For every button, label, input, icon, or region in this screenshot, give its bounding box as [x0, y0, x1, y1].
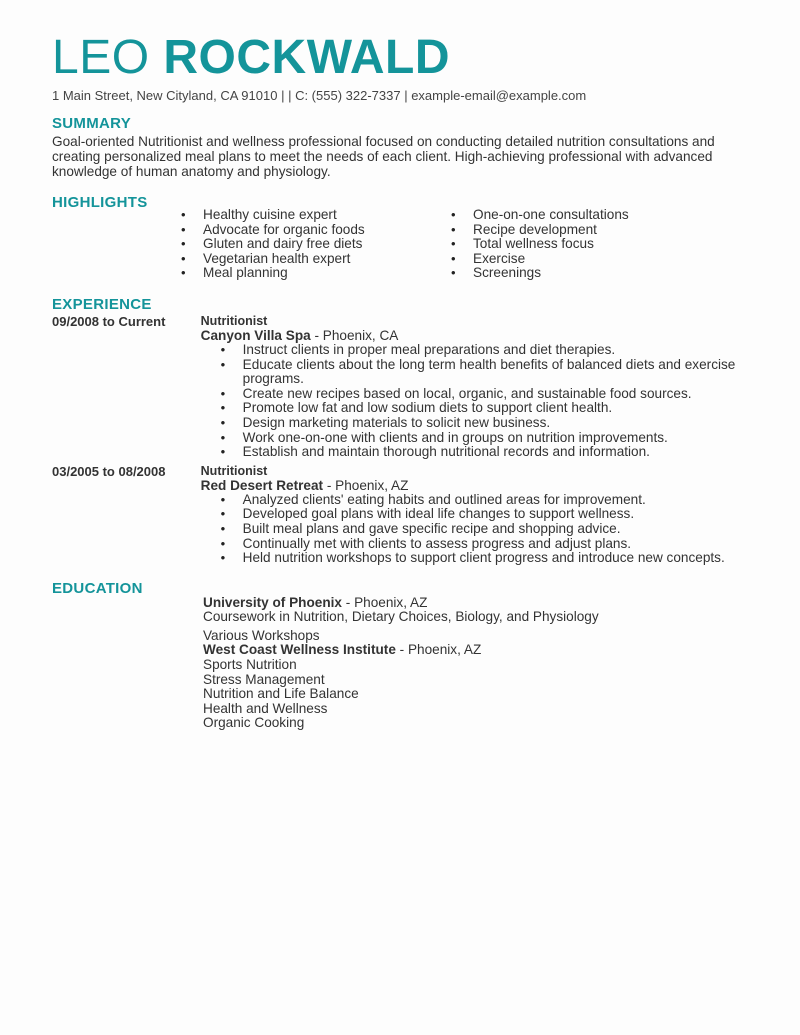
separator: |	[288, 88, 296, 103]
highlights-left-list	[161, 208, 431, 281]
list-item: • Healthy cuisine expert	[161, 208, 431, 223]
email: example-email@example.com	[411, 88, 587, 103]
company-location: - Phoenix, CA	[310, 327, 399, 343]
summary-heading: SUMMARY	[52, 115, 132, 132]
list-item: • Instruct clients in proper meal preparations and diet therapies.	[201, 343, 752, 358]
address: 1 Main Street, New Cityland, CA 91010	[52, 88, 278, 103]
workshops: Various Workshops	[203, 627, 320, 643]
list-item: • Educate clients about the long term health benefits of balanced diets and exercise programs.	[201, 358, 752, 387]
list-item: • Built meal plans and gave specific recipe and shopping advice.	[201, 522, 752, 537]
company-name: Canyon Villa Spa	[200, 327, 311, 343]
course-item: Stress Management	[203, 671, 325, 687]
list-item: • Vegetarian health expert	[161, 252, 431, 267]
education-body	[203, 596, 752, 731]
course-item: Nutrition and Life Balance	[203, 686, 359, 702]
job-company-line	[201, 328, 752, 343]
list-item: • Developed goal plans with ideal life changes to support wellness.	[201, 507, 752, 522]
job-entry	[52, 314, 752, 460]
last-name: ROCKWALD	[163, 31, 451, 84]
education-heading: EDUCATION	[52, 579, 143, 597]
highlights-right-list	[431, 208, 701, 281]
first-name: LEO	[52, 31, 150, 84]
list-item: • Promote low fat and low sodium diets to support client health.	[201, 401, 752, 416]
experience-heading: EXPERIENCE	[52, 295, 152, 313]
job-duties-list	[201, 493, 752, 566]
job-dates: 03/2005 to 08/2008	[52, 463, 166, 479]
school-name: University of Phoenix	[203, 594, 342, 610]
education-section	[52, 580, 752, 731]
list-item: • Held nutrition workshops to support client progress and introduce new concepts.	[201, 551, 752, 566]
highlights-heading: HIGHLIGHTS	[52, 194, 148, 211]
list-item: • Exercise	[431, 252, 701, 267]
job-dates: 09/2008 to Current	[52, 313, 166, 329]
company-name: Red Desert Retreat	[200, 477, 324, 493]
school-line	[203, 643, 752, 658]
phone: C: (555) 322-7337	[295, 88, 401, 103]
separator: |	[277, 88, 289, 103]
school-location: - Phoenix, AZ	[395, 642, 482, 658]
school-line	[203, 596, 752, 611]
list-item: • Work one-on-one with clients and in groups on nutrition improvements.	[201, 431, 752, 446]
list-item: • Establish and maintain thorough nutritional records and information.	[201, 445, 752, 460]
list-item: • Advocate for organic foods	[161, 223, 431, 238]
school-location: - Phoenix, AZ	[342, 594, 428, 610]
coursework: Coursework in Nutrition, Dietary Choices, Biology, and Physiology	[203, 609, 599, 625]
separator: |	[400, 88, 412, 103]
summary-text: Goal-oriented Nutritionist and wellness professional focused on conducting detailed nutrition consultations and creating personalized meal plans to meet the needs of each client. High-achieving professional with advanced knowledge of human anatomy and physiology.	[52, 134, 715, 179]
contact-line	[52, 88, 752, 106]
resume-page	[52, 30, 752, 731]
job-title: Nutritionist	[200, 463, 268, 478]
list-item: • Design marketing materials to solicit new business.	[201, 416, 752, 431]
list-item: • Screenings	[431, 266, 701, 281]
experience-section	[52, 296, 752, 566]
course-item: Organic Cooking	[203, 715, 305, 731]
list-item: • Meal planning	[161, 266, 431, 281]
highlights-section	[52, 194, 752, 281]
job-company-line	[201, 478, 752, 493]
candidate-name	[52, 30, 752, 86]
company-location: - Phoenix, AZ	[323, 477, 409, 493]
list-item: • Recipe development	[431, 223, 701, 238]
course-item: Health and Wellness	[203, 700, 328, 716]
list-item: • Analyzed clients' eating habits and outlined areas for improvement.	[201, 493, 752, 508]
list-item: • One-on-one consultations	[431, 208, 701, 223]
job-duties-list	[201, 343, 752, 460]
school-name: West Coast Wellness Institute	[203, 642, 396, 658]
job-title: Nutritionist	[200, 313, 268, 328]
list-item: • Continually met with clients to assess progress and adjust plans.	[201, 537, 752, 552]
course-item: Sports Nutrition	[203, 657, 297, 673]
list-item: • Create new recipes based on local, organic, and sustainable food sources.	[201, 387, 752, 402]
job-entry	[52, 464, 752, 566]
list-item: • Total wellness focus	[431, 237, 701, 252]
summary-section	[52, 115, 752, 179]
list-item: • Gluten and dairy free diets	[161, 237, 431, 252]
